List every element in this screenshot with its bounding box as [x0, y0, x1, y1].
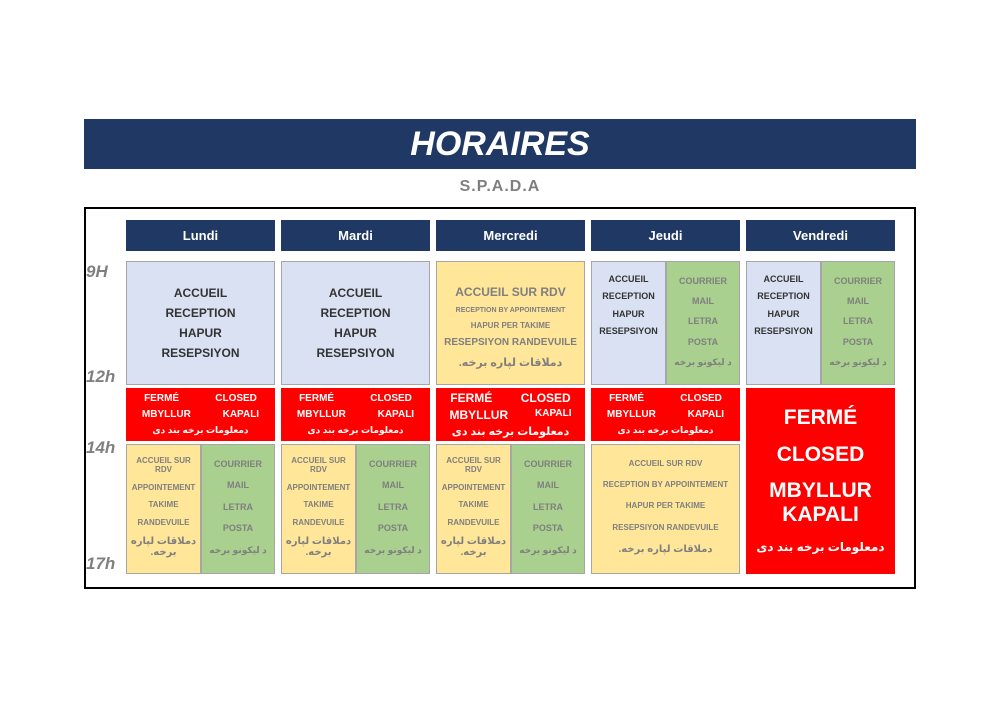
courrier-pashto: د ليكونو برخه	[829, 356, 887, 367]
rdv-line: RECEPTION BY APPOINTEMENT	[455, 306, 566, 314]
accueil-line: RESEPSIYON	[316, 346, 395, 360]
rdv-line: APPOINTEMENT	[286, 482, 351, 492]
closed-mbyllur: MBYLLUR	[141, 409, 191, 420]
courrier-line: POSTA	[532, 523, 564, 533]
courrier-line: LETRA	[378, 501, 408, 512]
courrier-line: MAIL	[692, 296, 714, 307]
time-label-12h: 12h	[86, 367, 116, 386]
friday-pashto: دمعلومات برخه بند دی	[756, 539, 885, 554]
closed-block-mercredi	[436, 388, 585, 441]
courrier-line: POSTA	[842, 336, 874, 347]
accueil-line: RESEPSIYON	[599, 326, 658, 337]
courrier-line: COURRIER	[833, 276, 882, 287]
rdv-line: ACCUEIL SUR RDV	[446, 455, 501, 474]
rdv-line: RECEPTION BY APPOINTEMENT	[602, 480, 729, 490]
rdv-line: RANDEVUILE	[447, 518, 500, 528]
closed-ferme: FERMÉ	[144, 393, 180, 404]
closed-block-lundi	[126, 388, 275, 441]
courrier-pashto: د ليكونو برخه	[674, 356, 732, 367]
afternoon-rdv-jeudi	[591, 444, 740, 574]
accueil-line: HAPUR	[334, 326, 377, 340]
closed-mbyllur: MBYLLUR	[296, 409, 346, 420]
time-label-17h: 17h	[86, 554, 116, 573]
time-label-9h: 9H	[86, 262, 108, 281]
courrier-line: MAIL	[847, 296, 869, 307]
courrier-line: LETRA	[688, 316, 718, 327]
closed-closed: CLOSED	[215, 393, 257, 404]
closed-pashto: دمعلومات برخه بند دی	[451, 426, 570, 438]
closed-ferme: FERMÉ	[609, 393, 645, 404]
closed-closed: CLOSED	[370, 393, 412, 404]
afternoon-courrier-lundi	[201, 444, 275, 574]
accueil-line: HAPUR	[767, 308, 800, 319]
afternoon-courrier-mercredi	[511, 444, 585, 574]
closed-mbyllur: MBYLLUR	[449, 408, 509, 422]
rdv-pashto: دملاقات لپاره برخه.	[130, 536, 197, 559]
courrier-line: MAIL	[382, 480, 404, 490]
friday-kapali: KAPALI	[782, 503, 859, 527]
afternoon-rdv-mercredi	[436, 444, 511, 574]
page-title	[84, 119, 916, 169]
closed-closed: CLOSED	[680, 393, 722, 404]
rdv-line: APPOINTEMENT	[131, 482, 196, 492]
closed-block-jeudi	[591, 388, 740, 441]
courrier-line: MAIL	[537, 480, 559, 490]
day-header-lundi: Lundi	[126, 220, 275, 251]
title-text: HORAIRES	[410, 124, 590, 163]
accueil-line: ACCUEIL	[763, 273, 804, 284]
morning-accueil-vendredi	[746, 261, 821, 385]
rdv-pashto: دملاقات لپاره برخه.	[458, 356, 563, 369]
day-header-mercredi: Mercredi	[436, 220, 585, 251]
rdv-line: TAKIME	[458, 500, 489, 510]
courrier-line: LETRA	[223, 501, 253, 512]
accueil-line: RECEPTION	[757, 291, 810, 302]
closed-closed: CLOSED	[520, 391, 571, 405]
rdv-line: TAKIME	[303, 500, 334, 510]
afternoon-rdv-mardi	[281, 444, 356, 574]
closed-pashto: دمعلومات برخه بند دی	[307, 425, 404, 435]
courrier-line: POSTA	[222, 523, 254, 533]
accueil-line: RESEPSIYON	[754, 326, 813, 337]
closed-block-mardi	[281, 388, 430, 441]
courrier-line: COURRIER	[678, 276, 727, 287]
accueil-line: RECEPTION	[602, 291, 655, 302]
closed-block-vendredi	[746, 388, 895, 574]
accueil-line: ACCUEIL	[173, 286, 228, 300]
day-header-mardi: Mardi	[281, 220, 430, 251]
morning-accueil-jeudi	[591, 261, 666, 385]
rdv-pashto: دملاقات لپاره برخه.	[618, 543, 713, 555]
accueil-line: ACCUEIL	[328, 286, 383, 300]
morning-courrier-jeudi	[666, 261, 740, 385]
rdv-line: HAPUR PER TAKIME	[470, 320, 551, 330]
rdv-line: ACCUEIL SUR RDV	[291, 455, 346, 474]
courrier-line: LETRA	[843, 316, 873, 327]
courrier-line: MAIL	[227, 480, 249, 490]
rdv-line: RESEPSIYON RANDEVUILE	[444, 337, 577, 349]
closed-mbyllur: MBYLLUR	[606, 409, 656, 420]
closed-ferme: FERMÉ	[450, 391, 493, 405]
day-header-jeudi: Jeudi	[591, 220, 740, 251]
accueil-line: HAPUR	[179, 326, 222, 340]
rdv-line: RANDEVUILE	[137, 518, 190, 528]
rdv-pashto: دملاقات لپاره برخه.	[285, 536, 352, 559]
accueil-line: RECEPTION	[320, 306, 391, 320]
courrier-line: POSTA	[377, 523, 409, 533]
accueil-line: RECEPTION	[165, 306, 236, 320]
accueil-line: HAPUR	[612, 308, 645, 319]
closed-pashto: دمعلومات برخه بند دی	[152, 425, 249, 435]
courrier-line: COURRIER	[523, 458, 572, 469]
afternoon-rdv-lundi	[126, 444, 201, 574]
friday-ferme: FERMÉ	[783, 406, 858, 430]
rdv-title: ACCUEIL SUR RDV	[455, 285, 566, 300]
time-label-14h: 14h	[86, 438, 116, 457]
morning-courrier-vendredi	[821, 261, 895, 385]
morning-accueil-mardi	[281, 261, 430, 385]
day-header-vendredi: Vendredi	[746, 220, 895, 251]
closed-kapali: KAPALI	[377, 409, 415, 420]
closed-ferme: FERMÉ	[299, 393, 335, 404]
rdv-line: RANDEVUILE	[292, 518, 345, 528]
courrier-line: LETRA	[533, 501, 563, 512]
morning-accueil-lundi	[126, 261, 275, 385]
accueil-line: ACCUEIL	[608, 273, 649, 284]
rdv-pashto: دملاقات لپاره برخه.	[440, 536, 507, 559]
rdv-line: RESEPSIYON RANDEVUILE	[612, 522, 719, 532]
courrier-line: COURRIER	[213, 458, 262, 469]
friday-mbyllur: MBYLLUR	[769, 478, 872, 502]
accueil-line: RESEPSIYON	[161, 346, 240, 360]
courrier-pashto: د ليكونو برخه	[364, 544, 422, 555]
friday-closed: CLOSED	[776, 442, 865, 466]
rdv-line: HAPUR PER TAKIME	[625, 501, 706, 511]
afternoon-courrier-mardi	[356, 444, 430, 574]
closed-kapali: KAPALI	[535, 408, 572, 419]
courrier-pashto: د ليكونو برخه	[209, 544, 267, 555]
closed-kapali: KAPALI	[687, 409, 725, 420]
courrier-pashto: د ليكونو برخه	[519, 544, 577, 555]
rdv-line: APPOINTEMENT	[441, 482, 506, 492]
page-subtitle: S.P.A.D.A	[459, 178, 541, 195]
rdv-line: ACCUEIL SUR RDV	[136, 455, 191, 474]
courrier-line: POSTA	[687, 336, 719, 347]
courrier-line: COURRIER	[368, 458, 417, 469]
rdv-line: ACCUEIL SUR RDV	[628, 459, 703, 469]
morning-rdv-mercredi	[436, 261, 585, 385]
closed-pashto: دمعلومات برخه بند دی	[617, 425, 714, 435]
closed-kapali: KAPALI	[222, 409, 260, 420]
rdv-line: TAKIME	[148, 500, 179, 510]
